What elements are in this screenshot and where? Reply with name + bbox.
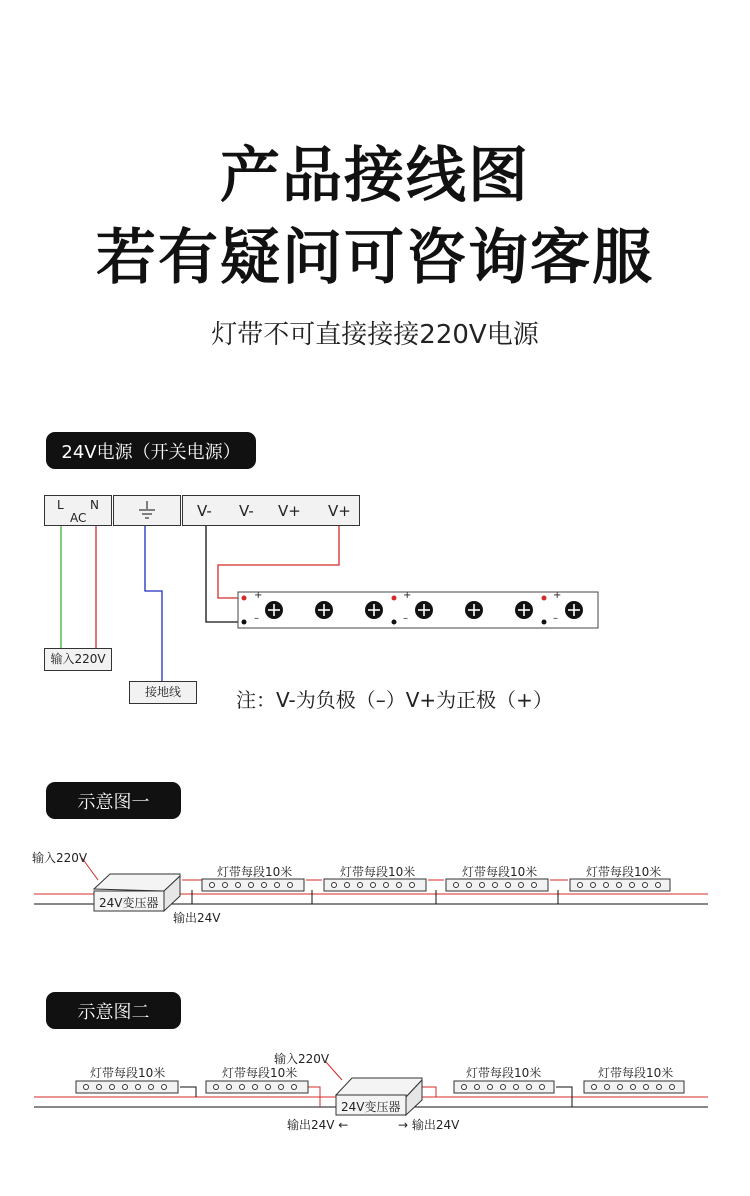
diagram-one-output-label: 输出24V: [173, 911, 221, 925]
section-pill-diagram-two: 示意图二: [46, 992, 181, 1029]
terminal-ground: [113, 495, 181, 526]
polarity-note: 注：V-为负极（–）V+为正极（+）: [236, 688, 553, 712]
diagram-one-strip-label-1: 灯带每段10米: [217, 865, 293, 879]
diagram-one-strip-label-2: 灯带每段10米: [340, 865, 416, 879]
strip-minus-2: –: [403, 613, 408, 624]
diagram-one-strips: [202, 879, 670, 891]
diagram-one-strip-leds: [210, 883, 661, 888]
terminal-l-label: L: [57, 498, 64, 512]
warning-subtitle: 灯带不可直接接接220V电源: [211, 320, 539, 350]
strip-minus-3: –: [553, 613, 558, 624]
diagram-one-input-label: 输入220V: [32, 851, 88, 865]
diagram-one-strip-label-4: 灯带每段10米: [586, 865, 662, 879]
terminal-v-minus-1: V-: [197, 502, 212, 520]
diagram-two-strip-label-2: 灯带每段10米: [222, 1066, 298, 1080]
terminal-ac: [44, 495, 112, 526]
terminal-ac-label: AC: [70, 511, 87, 525]
section-pill-diagram-one: 示意图一: [46, 782, 181, 819]
input-220v-box: 输入220V: [44, 648, 112, 671]
diagram-two-transformer-label: 24V变压器: [341, 1100, 401, 1114]
wire-v-plus: [218, 526, 339, 598]
diagram-two-strip-label-1: 灯带每段10米: [90, 1066, 166, 1080]
terminal-output: [182, 495, 360, 526]
ground-wire-box: 接地线: [129, 681, 197, 704]
page-title-line2: 若有疑问可咨询客服: [96, 223, 654, 293]
strip-plus-1: +: [254, 590, 263, 601]
page-title: 产品接线图: [220, 141, 530, 211]
strip-plus-2: +: [403, 590, 412, 601]
terminal-v-plus-2: V+: [328, 502, 351, 520]
diagram-two-input-label: 输入220V: [274, 1052, 330, 1066]
diagram-two-strip-label-4: 灯带每段10米: [598, 1066, 674, 1080]
diagram-one-transformer-label: 24V变压器: [99, 896, 159, 910]
strip-plus-3: +: [553, 590, 562, 601]
section-pill-power: 24V电源（开关电源）: [46, 432, 256, 469]
terminal-v-minus-2: V-: [239, 502, 254, 520]
diagram-two-strip-label-3: 灯带每段10米: [466, 1066, 542, 1080]
diagram-two-output-left: 输出24V ←: [287, 1118, 349, 1132]
diagram-one-strip-label-3: 灯带每段10米: [462, 865, 538, 879]
terminal-v-plus-1: V+: [278, 502, 301, 520]
diagram-two-output-right: → 输出24V: [398, 1118, 460, 1132]
wire-ground-blue: [145, 526, 162, 681]
terminal-n-label: N: [90, 498, 99, 512]
strip-minus-1: –: [254, 613, 259, 624]
ground-icon: [114, 496, 182, 527]
